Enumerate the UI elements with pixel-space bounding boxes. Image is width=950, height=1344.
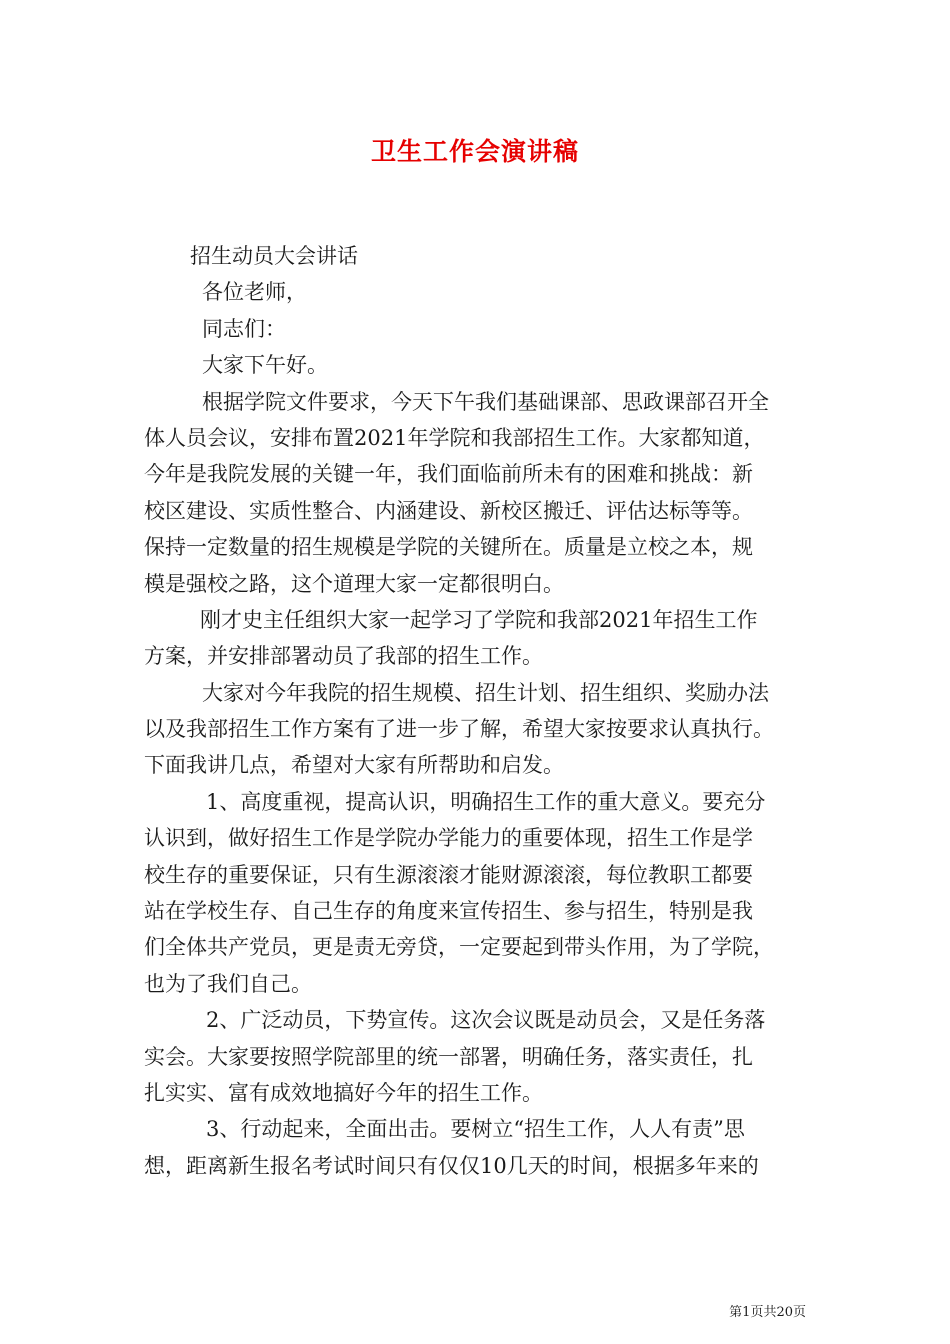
text-line: 扎实实、富有成效地搞好今年的招生工作。 (144, 1080, 543, 1105)
text-line: 3、行动起来，全面出击。要树立“招生工作，人人有责”思 (206, 1117, 745, 1142)
text-line: 2、广泛动员，下势宣传。这次会议既是动员会，又是任务落 (206, 1008, 766, 1033)
text-line: 方案，并安排部署动员了我部的招生工作。 (144, 644, 543, 669)
text-line: 同志们： (202, 316, 286, 341)
text-line: 站在学校生存、自己生存的角度来宣传招生、参与招生，特别是我 (144, 899, 753, 924)
text-line: 们全体共产党员，更是责无旁贷，一定要起到带头作用，为了学院， (144, 935, 774, 960)
text-line: 校生存的重要保证，只有生源滚滚才能财源滚滚，每位教职工都要 (144, 862, 753, 887)
text-line: 以及我部招生工作方案有了进一步了解，希望大家按要求认真执行。 (144, 717, 774, 742)
text-line: 想，距离新生报名考试时间只有仅仅10几天的时间，根据多年来的 (144, 1153, 759, 1178)
document-body (144, 238, 814, 1184)
text-line: 也为了我们自己。 (144, 971, 312, 996)
text-line: 招生动员大会讲话 (190, 244, 358, 268)
text-line: 根据学院文件要求，今天下午我们基础课部、思政课部召开全 (202, 389, 769, 414)
text-line: 大家对今年我院的招生规模、招生计划、招生组织、奖励办法 (202, 680, 769, 705)
text-line: 1、高度重视，提高认识，明确招生工作的重大意义。要充分 (206, 789, 766, 814)
text-line: 体人员会议，安排布置2021年学院和我部招生工作。大家都知道， (144, 425, 765, 450)
text-line: 今年是我院发展的关键一年，我们面临前所未有的困难和挑战：新 (144, 462, 753, 487)
text-line: 下面我讲几点，希望对大家有所帮助和启发。 (144, 753, 564, 778)
text-line: 认识到，做好招生工作是学院办学能力的重要体现，招生工作是学 (144, 826, 753, 851)
document-title: 卫生工作会演讲稿 (370, 137, 579, 166)
page-number: 第1页共20页 (729, 1305, 806, 1320)
text-line: 刚才史主任组织大家一起学习了学院和我部2021年招生工作 (200, 607, 758, 632)
text-line: 校区建设、实质性整合、内涵建设、新校区搬迁、评估达标等等。 (144, 498, 753, 523)
text-line: 大家下午好。 (202, 353, 328, 378)
text-line: 各位老师， (202, 280, 307, 305)
text-line: 保持一定数量的招生规模是学院的关键所在。质量是立校之本，规 (144, 535, 753, 560)
text-line: 模是强校之路，这个道理大家一定都很明白。 (144, 571, 564, 596)
text-line: 实会。大家要按照学院部里的统一部署，明确任务，落实责任，扎 (144, 1044, 753, 1069)
